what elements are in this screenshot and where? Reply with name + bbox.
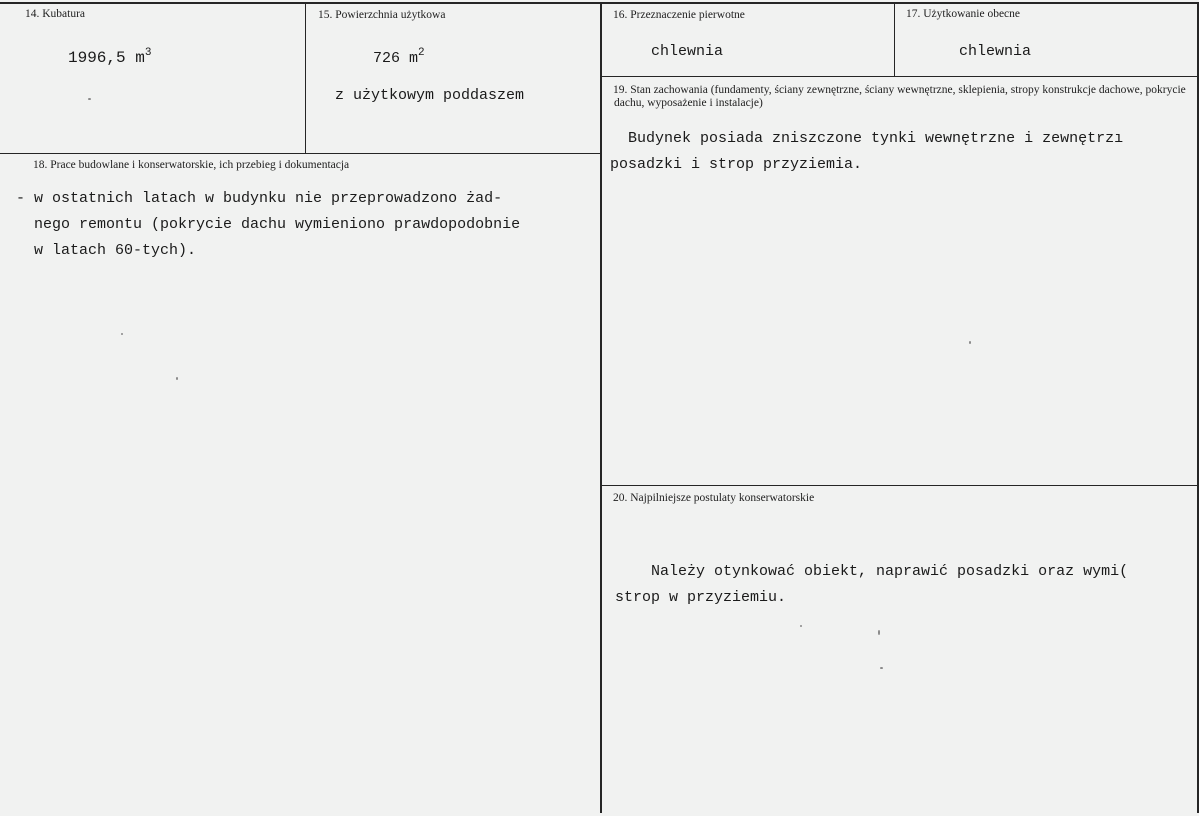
field-15-note: z użytkowym poddaszem xyxy=(335,87,525,104)
field-18-label: 18. Prace budowlane i konserwatorskie, ich przebieg i dokumentacja xyxy=(33,159,350,171)
divider-right-row-1 xyxy=(601,76,1199,77)
paper-speck xyxy=(880,667,883,669)
field-15-value xyxy=(373,47,425,67)
paper-speck xyxy=(878,630,880,635)
field-19-text: Budynek posiada zniszczone tynki wewnętrzne i zewnętrzı posadzki i strop przyziemia. xyxy=(610,130,1124,173)
field-16-label: 16. Przeznaczenie pierwotne xyxy=(613,9,745,21)
field-17-label: 17. Użytkowanie obecne xyxy=(906,8,1021,20)
field-18-text: - w ostatnich latach w budynku nie przeprowadzono żad- nego remontu (pokrycie dachu wymieniono prawdopodobnie w latach 60-tych). xyxy=(16,190,521,259)
field-14-exponent: 3 xyxy=(144,47,152,59)
paper-speck xyxy=(800,625,802,627)
paper-speck xyxy=(969,341,971,344)
field-14-number: 1996,5 m xyxy=(68,49,145,67)
field-15-exponent: 2 xyxy=(418,47,425,59)
field-20-text: Należy otynkować obiekt, naprawić posadzki oraz wymi( strop w przyziemiu. xyxy=(615,563,1129,606)
divider-16-17 xyxy=(894,3,895,76)
field-14-value xyxy=(68,49,151,67)
field-14-label: 14. Kubatura xyxy=(25,8,86,20)
divider-right-row-2 xyxy=(601,485,1199,486)
field-16-value: chlewnia xyxy=(651,43,724,60)
divider-left-row xyxy=(0,153,601,154)
paper-speck xyxy=(176,377,178,380)
field-15-label: 15. Powierzchnia użytkowa xyxy=(318,9,446,21)
field-15-number: 726 m xyxy=(373,50,419,67)
field-17-value: chlewnia xyxy=(959,43,1032,60)
paper-speck xyxy=(88,98,91,100)
paper-speck xyxy=(121,333,123,335)
field-19-label: 19. Stan zachowania (fundamenty, ściany zewnętrzne, ściany wewnętrzne, sklepienia, stropy konstrukcje dachowe, pokrycie dachu, wyposażenie i instalacje) xyxy=(613,84,1186,109)
field-20-label: 20. Najpilniejsze postulaty konserwatorskie xyxy=(613,492,815,504)
divider-14-15 xyxy=(305,3,306,153)
main-vertical-divider xyxy=(600,3,602,813)
